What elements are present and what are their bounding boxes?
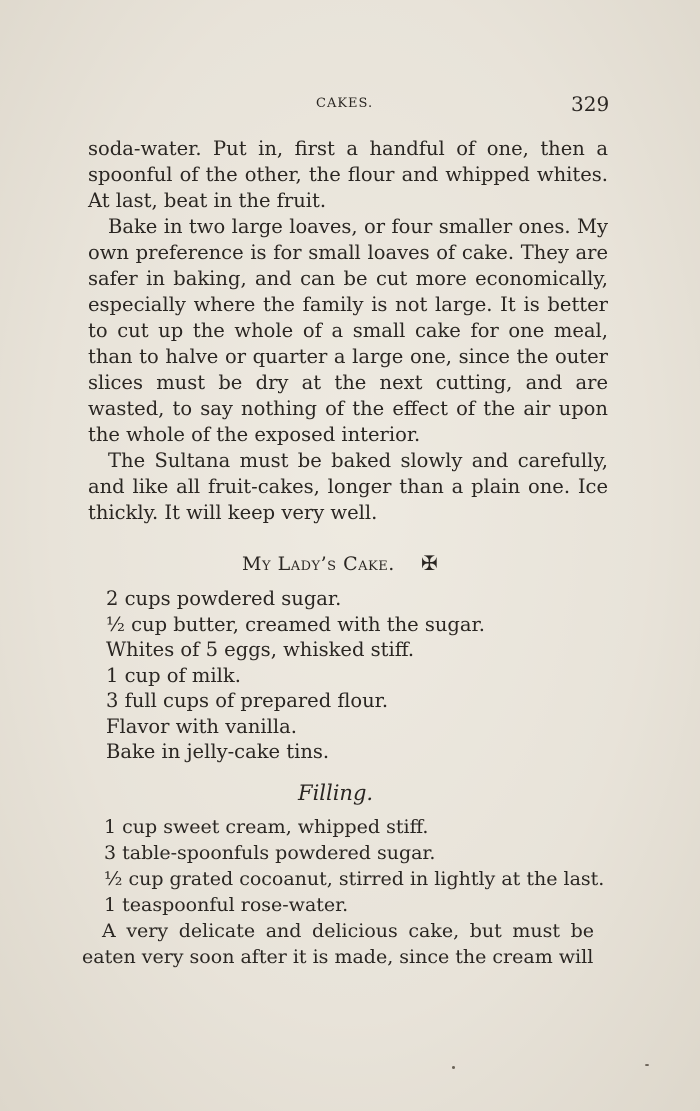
paper-speck (452, 1066, 455, 1069)
body-text (88, 136, 608, 526)
recipe-heading (0, 553, 700, 581)
running-title: CAKES. (316, 96, 374, 111)
cross-mark-icon: ✠ (421, 551, 438, 575)
paper-speck (645, 1064, 649, 1066)
paragraph-continuation: soda-water. Put in, first a handful of one, then a spoonful of the other, the flour and whipped whites. At last, beat in the fruit. (88, 137, 608, 212)
running-head (0, 92, 700, 116)
filling-item: 1 cup sweet cream, whipped stiff. (104, 816, 429, 838)
filling-list (104, 814, 604, 918)
paragraph-sultana: The Sultana must be baked slowly and carefully, and like all fruit-cakes, longer than a plain one. Ice thickly. It will keep very well. (88, 449, 608, 524)
ingredient-item: Bake in jelly-cake tins. (106, 740, 330, 763)
ingredient-item: 2 cups powdered sugar. (106, 587, 342, 610)
paragraph-baking: Bake in two large loaves, or four smaller ones. My own preference is for small loaves of cake. They are safer in baking, and can be cut more economically, especially where the family is not large. It is better to cut up the whole of a small cake for one meal, than to halve or quarter a large one, since the outer slices must be dry at the next cutting, and are wasted, to say nothing of the effect of the air upon the whole of the exposed interior. (88, 215, 608, 446)
recipe-title: My Lady’s Cake. (242, 553, 395, 575)
ingredient-item: Flavor with vanilla. (106, 714, 297, 738)
ingredient-list (106, 586, 485, 765)
ingredient-item: 3 full cups of prepared flour. (106, 689, 389, 712)
filling-item: 3 table-spoonfuls powdered sugar. (104, 842, 436, 864)
ingredient-item: 1 cup of milk. (106, 663, 241, 687)
closing-text (82, 918, 594, 970)
filling-title: Filling. (298, 781, 374, 805)
filling-item: ½ cup grated cocoanut, stirred in lightly at the last. (104, 868, 605, 890)
ingredient-item: Whites of 5 eggs, whisked stiff. (106, 638, 415, 661)
ingredient-item: ½ cup butter, creamed with the sugar. (106, 612, 485, 636)
filling-item: 1 teaspoonful rose-water. (104, 894, 349, 916)
paragraph-closing: A very delicate and delicious cake, but must be eaten very soon after it is made, since the cream will (82, 920, 594, 968)
page-number: 329 (571, 92, 610, 116)
